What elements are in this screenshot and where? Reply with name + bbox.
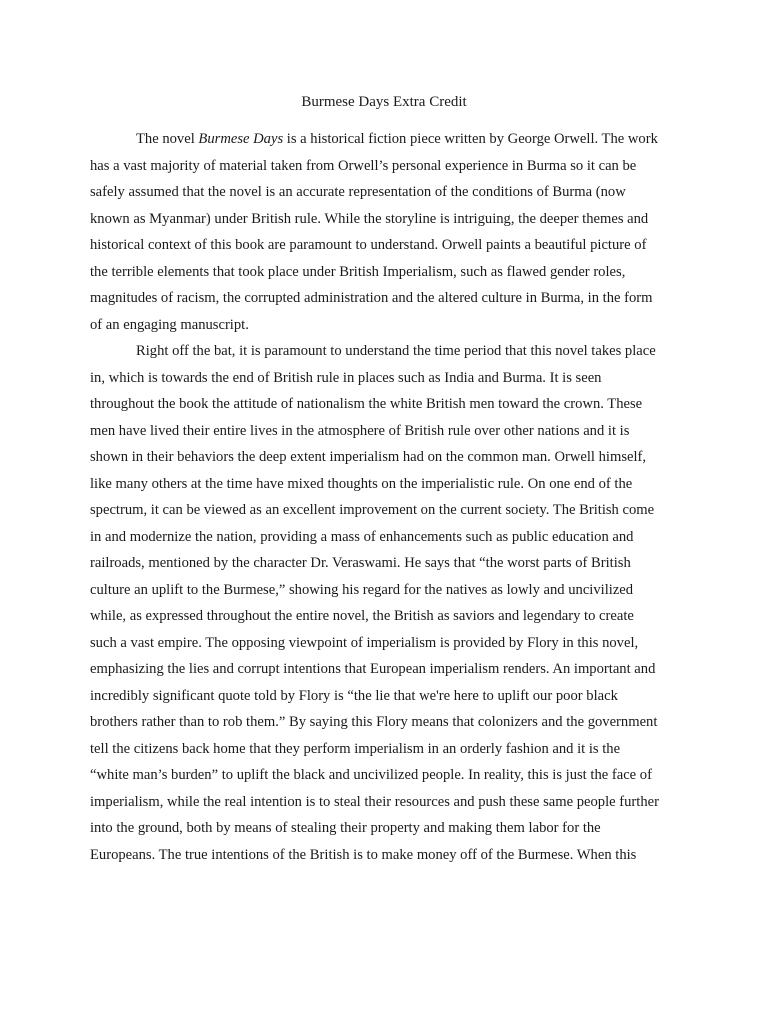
text-line [90,603,690,630]
text-run: such a vast empire. The opposing viewpoint of imperialism is provided by Flory in this novel, [90,634,639,651]
text-line [90,815,690,842]
text-run: men have lived their entire lives in the atmosphere of British rule over other nations and it is [90,422,630,439]
text-line [90,842,690,869]
text-line [90,444,690,471]
text-line [90,736,690,763]
text-run: Right off the bat, it is paramount to understand the time period that this novel takes place [136,343,656,359]
text-run: Europeans. The true intentions of the British is to make money off of the Burmese. When this [90,846,637,863]
text-run: in, which is towards the end of British rule in places such as India and Burma. It is seen [90,369,602,386]
text-line [90,126,690,153]
paragraph [90,126,690,338]
text-line [90,524,690,551]
text-line [90,550,690,577]
text-line [90,630,690,657]
text-line [90,709,690,736]
paragraph [90,338,690,868]
text-run: spectrum, it can be viewed as an excellent improvement on the current society. The British come [90,502,655,518]
text-run: of an engaging manuscript. [90,316,249,333]
text-run: while, as expressed throughout the entire novel, the British as saviors and legendary to create [90,608,634,624]
text-run: magnitudes of racism, the corrupted administration and the altered culture in Burma, in the form [90,290,653,306]
text-run: tell the citizens back home that they perform imperialism in an orderly fashion and it is the [90,740,621,757]
text-line [90,338,690,365]
text-run: has a vast majority of material taken from Orwell’s personal experience in Burma so it can be [90,157,637,174]
document-body [90,126,690,868]
text-run: in and modernize the nation, providing a mass of enhancements such as public education and [90,528,634,545]
text-run: railroads, mentioned by the character Dr. Veraswami. He says that “the worst parts of British [90,555,631,571]
text-line [90,471,690,498]
text-line [90,656,690,683]
text-line [90,762,690,789]
text-run: known as Myanmar) under British rule. While the storyline is intriguing, the deeper themes and [90,210,649,227]
text-run: historical context of this book are paramount to understand. Orwell paints a beautiful picture of [90,237,647,253]
text-run: is a historical fiction piece written by George Orwell. The work [283,131,658,147]
text-line [90,259,690,286]
text-run: like many others at the time have mixed thoughts on the imperialistic rule. On one end of the [90,475,633,492]
text-run: the terrible elements that took place under British Imperialism, such as flawed gender roles, [90,263,626,280]
italic-text: Burmese Days [198,131,284,147]
text-line [90,365,690,392]
text-line [90,312,690,339]
text-run: safely assumed that the novel is an accurate representation of the conditions of Burma (now [90,184,626,200]
text-line [90,497,690,524]
text-run: throughout the book the attitude of nationalism the white British men toward the crown. These [90,396,643,412]
text-line [90,418,690,445]
document-title: Burmese Days Extra Credit [301,94,467,110]
text-run: “white man’s burden” to uplift the black and uncivilized people. In reality, this is just the face of [90,767,652,783]
text-run: into the ground, both by means of stealing their property and making them labor for the [90,820,601,836]
text-line [90,153,690,180]
text-run: incredibly significant quote told by Flory is “the lie that we're here to uplift our poor black [90,687,618,704]
text-line [90,179,690,206]
text-run: brothers rather than to rob them.” By saying this Flory means that colonizers and the government [90,714,658,730]
text-line [90,206,690,233]
text-line [90,285,690,312]
text-run: imperialism, while the real intention is to steal their resources and push these same people further [90,793,659,810]
text-line [90,232,690,259]
text-line [90,789,690,816]
text-run: The novel [136,131,199,147]
text-run: shown in their behaviors the deep extent imperialism had on the common man. Orwell himself, [90,449,647,465]
text-run: culture an uplift to the Burmese,” showing his regard for the natives as lowly and uncivilized [90,581,634,598]
text-line [90,577,690,604]
text-line [90,683,690,710]
text-line [90,391,690,418]
text-run: emphasizing the lies and corrupt intentions that European imperialism renders. An important and [90,661,656,677]
